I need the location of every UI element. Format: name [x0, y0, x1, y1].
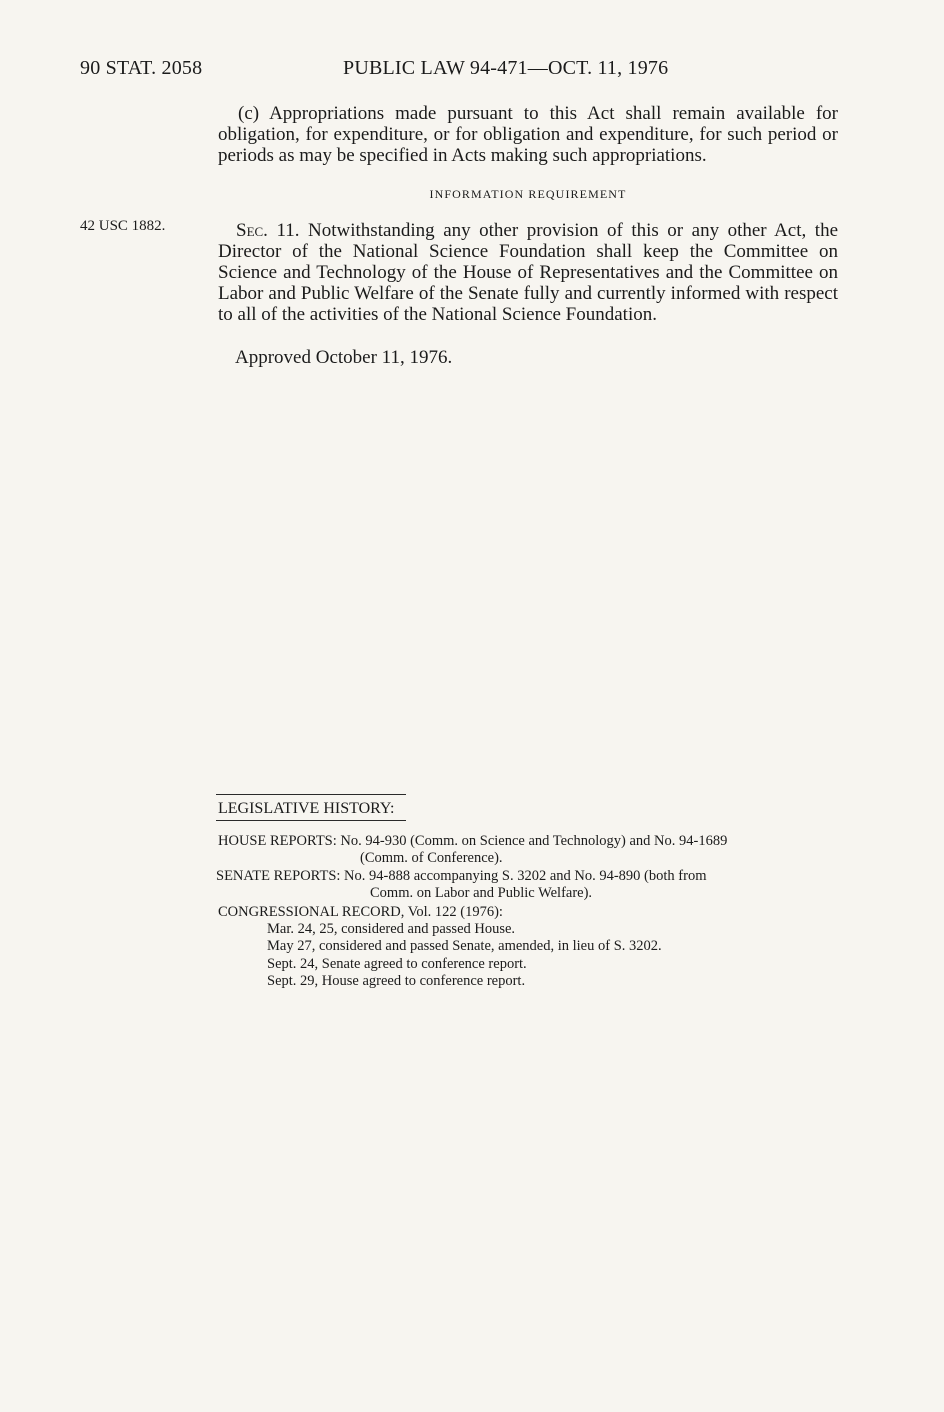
divider: [216, 820, 406, 821]
record-entry: Sept. 24, Senate agreed to conference report.: [267, 956, 527, 972]
senate-reports: SENATE REPORTS: No. 94-888 accompanying S. 3202 and No. 94-890 (both from: [216, 868, 707, 884]
house-reports-continued: (Comm. of Conference).: [360, 850, 503, 866]
margin-citation: 42 USC 1882.: [80, 218, 166, 234]
record-entry: Sept. 29, House agreed to conference report.: [267, 973, 526, 989]
house-reports: HOUSE REPORTS: No. 94-930 (Comm. on Science and Technology) and No. 94-1689: [218, 833, 728, 849]
divider: [216, 794, 406, 795]
section-11: [218, 220, 838, 325]
approval-date: Approved October 11, 1976.: [235, 347, 453, 368]
paragraph-c: (c) Appropriations made pursuant to this Act shall remain available for obligation, for expenditure, or for obligation and expenditure, for such period or periods as may be specified in Acts making such appropriations.: [218, 103, 838, 166]
congressional-record: CONGRESSIONAL RECORD, Vol. 122 (1976):: [218, 904, 503, 920]
section-text: Notwithstanding any other provision of this or any other Act, the Director of the National Science Foundation shall keep the Committee on Science and Technology of the House of Representatives and the Committee on Labor and Public Welfare of the Senate fully and currently informed with respect to all of the activities of the National Science Foundation.: [218, 220, 838, 325]
senate-reports-continued: Comm. on Labor and Public Welfare).: [370, 885, 593, 901]
page-header-title: PUBLIC LAW 94-471—OCT. 11, 1976: [343, 57, 669, 79]
legislative-history-title: LEGISLATIVE HISTORY:: [218, 800, 395, 817]
section-label: Sec. 11.: [236, 220, 300, 241]
record-entry: Mar. 24, 25, considered and passed House.: [267, 921, 516, 937]
section-heading: INFORMATION REQUIREMENT: [429, 187, 627, 201]
page-reference: 90 STAT. 2058: [80, 57, 203, 79]
record-entry: May 27, considered and passed Senate, amended, in lieu of S. 3202.: [267, 938, 662, 954]
